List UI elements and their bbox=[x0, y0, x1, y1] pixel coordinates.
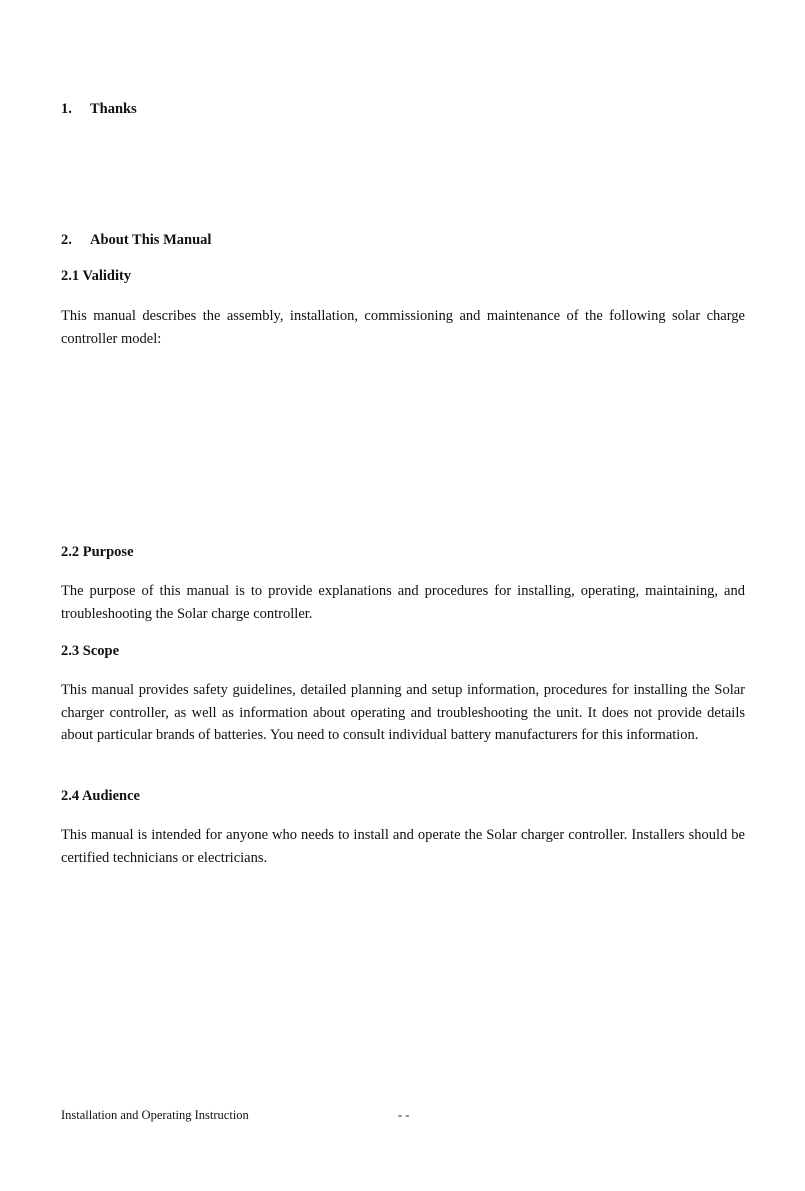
footer-page-number: - - bbox=[398, 1108, 410, 1122]
section-title: About This Manual bbox=[90, 232, 212, 248]
section-number: 2. bbox=[61, 232, 72, 248]
footer-title: Installation and Operating Instruction bbox=[61, 1108, 249, 1122]
paragraph-validity: This manual describes the assembly, installation, commissioning and maintenance of the following solar charge controller model: bbox=[61, 308, 745, 347]
paragraph-audience: This manual is intended for anyone who needs to install and operate the Solar charger controller. Installers should be certified technicians or electricians. bbox=[61, 827, 745, 866]
paragraph-purpose: The purpose of this manual is to provide explanations and procedures for installing, operating, maintaining, and troubleshooting the Solar charge controller. bbox=[61, 583, 745, 622]
section-number: 1. bbox=[61, 101, 72, 117]
subsection-heading-audience: 2.4 Audience bbox=[61, 788, 140, 804]
subsection-heading-validity: 2.1 Validity bbox=[61, 268, 132, 284]
section-heading-thanks bbox=[61, 100, 137, 118]
subsection-heading-scope: 2.3 Scope bbox=[61, 643, 119, 659]
paragraph-scope: This manual provides safety guidelines, detailed planning and setup information, procedures for installing the Solar charger controller, as well as information about operating and troubleshooting the unit. It does not provide details about particular brands of batteries. You need to consult individual battery manufacturers for this information. bbox=[61, 682, 745, 743]
section-title: Thanks bbox=[90, 101, 137, 117]
subsection-heading-purpose: 2.2 Purpose bbox=[61, 544, 134, 560]
section-heading-about bbox=[61, 231, 211, 249]
